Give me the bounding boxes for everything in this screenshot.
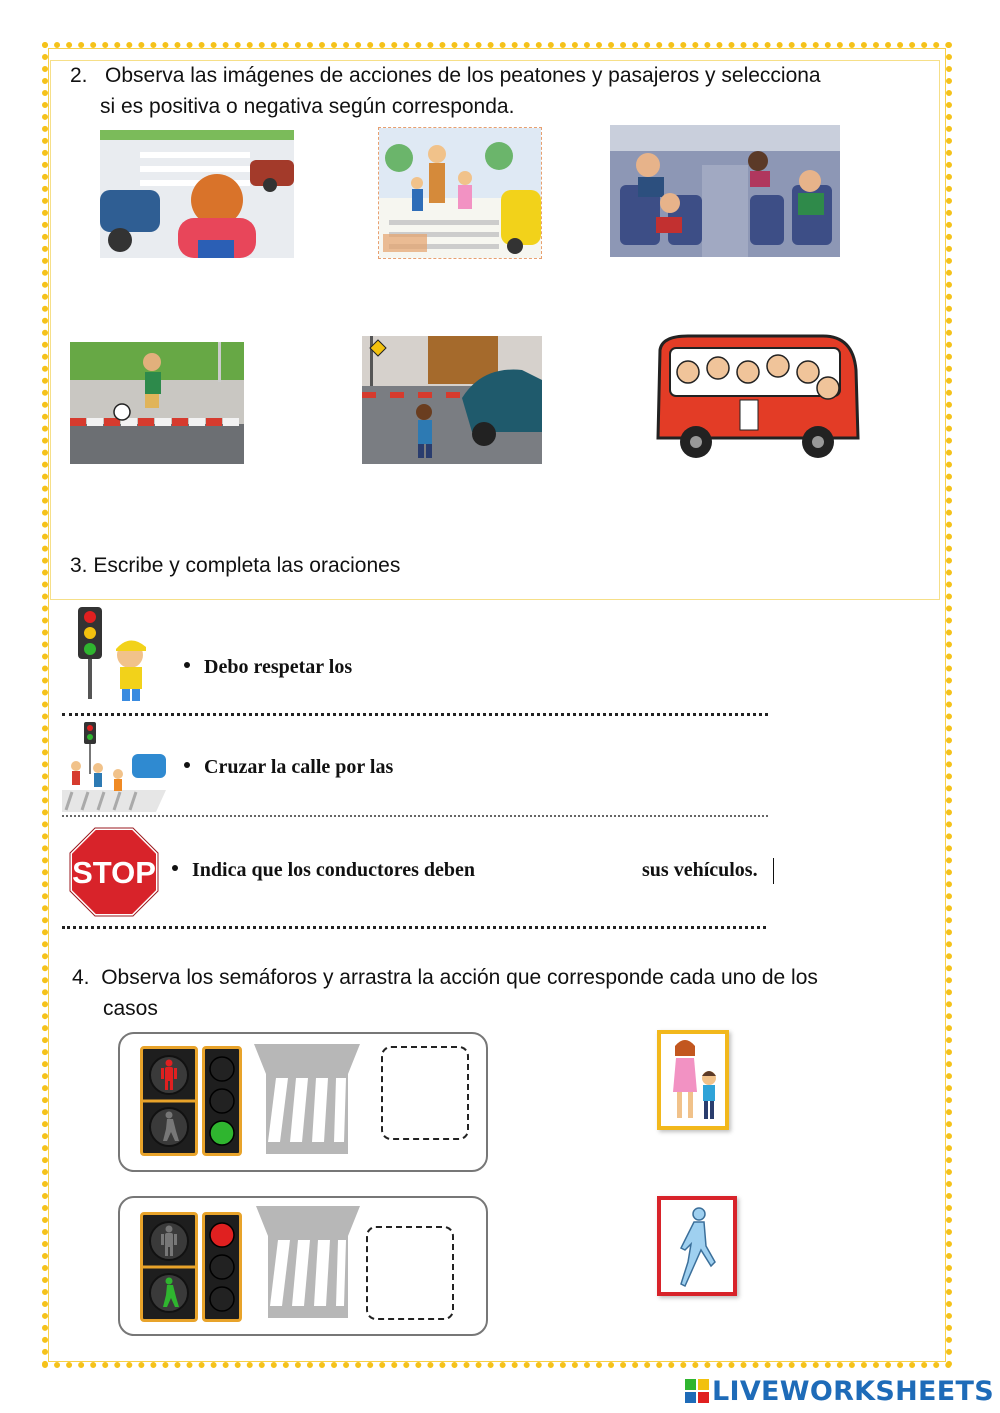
sentence-3-text-before: Indica que los conductores deben	[192, 859, 476, 881]
section-2-text-line1: Observa las imágenes de acciones de los peatones y pasajeros y selecciona	[105, 64, 821, 87]
answer-line-3[interactable]	[62, 926, 766, 929]
image-red-bus-kids[interactable]	[648, 330, 868, 462]
section-3-title	[70, 550, 400, 581]
stop-sign-icon	[68, 826, 160, 918]
sentence-1-text: Debo respetar los	[204, 656, 353, 678]
drop-zone-1[interactable]	[381, 1046, 469, 1140]
stop-sign-label: STOP	[72, 855, 156, 890]
image-crosswalk-kids	[62, 720, 166, 816]
drag-card-mother-child[interactable]	[657, 1030, 729, 1130]
text-cursor	[773, 858, 774, 884]
pedestrian-light-2-icon	[140, 1212, 198, 1322]
image-traffic-light-boy	[72, 605, 162, 705]
drag-card-walking-man[interactable]	[657, 1196, 737, 1296]
sentence-1	[184, 656, 352, 679]
section-3-title-text: Escribe y completa las oraciones	[93, 554, 401, 577]
image-boy-chasing-ball[interactable]	[70, 342, 244, 464]
drop-zone-2[interactable]	[366, 1226, 454, 1320]
section-2-number: 2.	[70, 64, 88, 87]
answer-line-1[interactable]	[62, 713, 768, 716]
image-boy-and-car[interactable]	[362, 336, 542, 464]
bullet-icon	[184, 662, 190, 668]
section-3-number: 3.	[70, 554, 88, 577]
sentence-3	[172, 859, 475, 882]
image-bus-passengers[interactable]	[610, 125, 840, 257]
sentence-3-text-after: sus vehículos.	[642, 859, 758, 881]
sentence-2-text: Cruzar la calle por las	[204, 756, 394, 778]
liveworksheets-logo-icon	[685, 1379, 709, 1403]
section-2-instruction	[70, 60, 930, 122]
crosswalk-2-icon	[252, 1206, 364, 1318]
sentence-2	[184, 756, 393, 779]
pedestrian-light-1-icon	[140, 1046, 198, 1156]
answer-line-2[interactable]	[62, 815, 768, 817]
brand-name: LIVEWORKSHEETS	[711, 1376, 994, 1407]
crosswalk-1-icon	[250, 1044, 364, 1154]
section-2-text-line2: si es positiva o negativa según corresponda.	[100, 95, 515, 118]
bullet-icon	[184, 762, 190, 768]
vehicle-light-2-icon	[202, 1212, 242, 1322]
brand-logo[interactable]	[685, 1376, 994, 1407]
image-child-between-cars[interactable]	[100, 130, 294, 258]
section-4-number: 4.	[72, 966, 90, 989]
section-4-instruction	[72, 962, 932, 1024]
section-4-text-line2: casos	[103, 997, 158, 1020]
image-family-crosswalk[interactable]	[378, 127, 542, 259]
bullet-icon	[172, 865, 178, 871]
section-4-text-line1: Observa los semáforos y arrastra la acción que corresponde cada uno de los	[101, 966, 818, 989]
vehicle-light-1-icon	[202, 1046, 242, 1156]
